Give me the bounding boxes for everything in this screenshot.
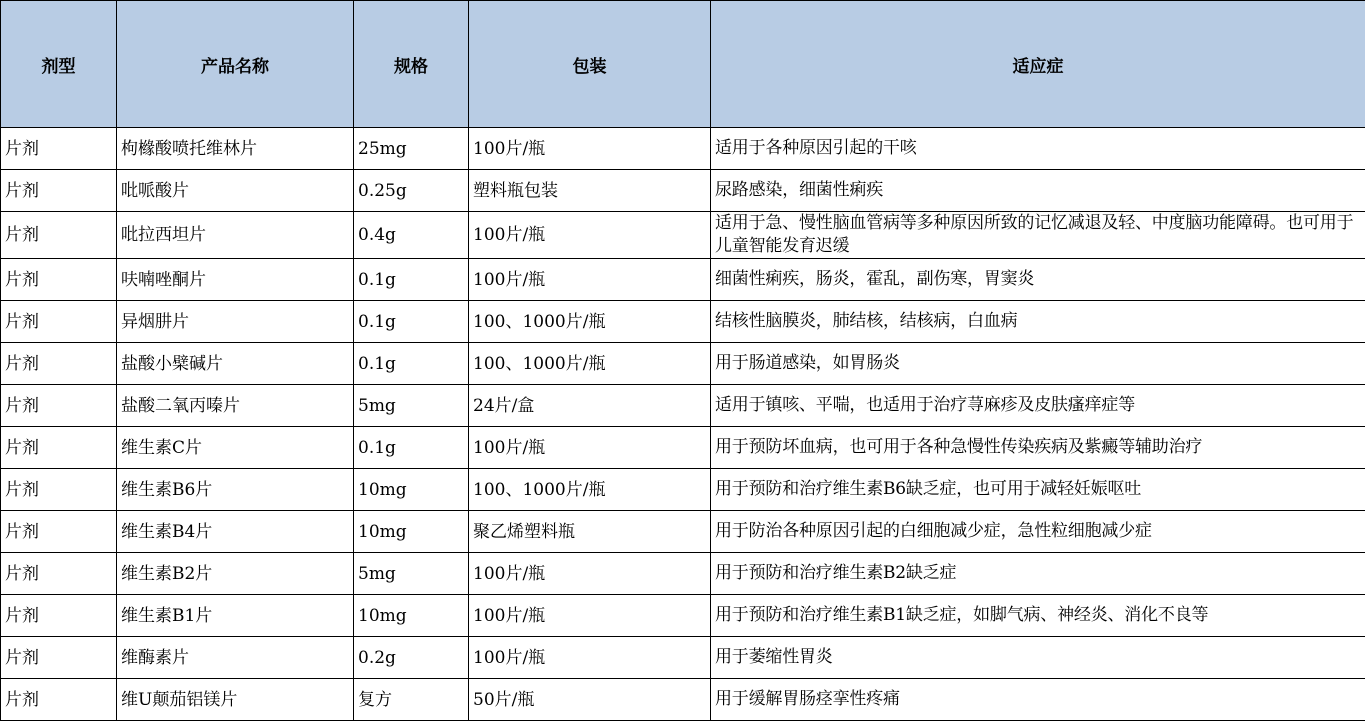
indications-cell: 用于萎缩性胃炎 [711,637,1365,679]
table-header [1,1,1365,128]
specification-cell: 5mg [354,553,469,595]
specification-cell: 0.1g [354,301,469,343]
indications-cell: 结核性脑膜炎，肺结核，结核病，白血病 [711,301,1365,343]
specification-cell: 0.1g [354,427,469,469]
indications-cell: 用于预防和治疗维生素B2缺乏症 [711,553,1365,595]
product-name-cell: 维生素B6片 [117,469,354,511]
dosage-form-cell: 片剂 [1,679,117,721]
dosage-form-cell: 片剂 [1,385,117,427]
indications-cell: 用于预防和治疗维生素B6缺乏症，也可用于减轻妊娠呕吐 [711,469,1365,511]
table-row [1,170,1365,212]
table-row [1,511,1365,553]
product-name-cell: 维生素B2片 [117,553,354,595]
dosage-form-cell: 片剂 [1,170,117,212]
product-name-cell: 维酶素片 [117,637,354,679]
table-row [1,301,1365,343]
table-body [1,128,1365,721]
indications-cell: 用于防治各种原因引起的白细胞减少症，急性粒细胞减少症 [711,511,1365,553]
product-name-cell: 盐酸二氧丙嗪片 [117,385,354,427]
packaging-cell: 100、1000片/瓶 [469,343,711,385]
table-row [1,679,1365,721]
specification-cell: 10mg [354,511,469,553]
dosage-form-cell: 片剂 [1,511,117,553]
table-row [1,385,1365,427]
table-row [1,128,1365,170]
header-row [1,1,1365,128]
specification-cell: 25mg [354,128,469,170]
product-name-cell: 呋喃唑酮片 [117,259,354,301]
table-row [1,469,1365,511]
dosage-form-cell: 片剂 [1,301,117,343]
packaging-cell: 100片/瓶 [469,637,711,679]
dosage-form-cell: 片剂 [1,469,117,511]
packaging-cell: 100、1000片/瓶 [469,469,711,511]
indications-cell: 细菌性痢疾，肠炎，霍乱，副伤寒，胃窦炎 [711,259,1365,301]
product-name-cell: 异烟肼片 [117,301,354,343]
indications-cell: 用于预防和治疗维生素B1缺乏症，如脚气病、神经炎、消化不良等 [711,595,1365,637]
specification-cell: 0.25g [354,170,469,212]
product-name-cell: 维生素B1片 [117,595,354,637]
table-row [1,637,1365,679]
specification-cell: 5mg [354,385,469,427]
product-name-cell: 维生素C片 [117,427,354,469]
packaging-cell: 100片/瓶 [469,553,711,595]
specification-cell: 0.1g [354,259,469,301]
product-name-cell: 吡哌酸片 [117,170,354,212]
header-dosage-form: 剂型 [1,1,117,128]
table-row [1,212,1365,259]
specification-cell: 10mg [354,469,469,511]
packaging-cell: 聚乙烯塑料瓶 [469,511,711,553]
indications-cell: 适用于各种原因引起的干咳 [711,128,1365,170]
packaging-cell: 100片/瓶 [469,259,711,301]
header-specification: 规格 [354,1,469,128]
specification-cell: 复方 [354,679,469,721]
specification-cell: 0.1g [354,343,469,385]
indications-cell: 用于肠道感染，如胃肠炎 [711,343,1365,385]
packaging-cell: 100片/瓶 [469,128,711,170]
packaging-cell: 100片/瓶 [469,427,711,469]
dosage-form-cell: 片剂 [1,427,117,469]
product-name-cell: 维生素B4片 [117,511,354,553]
product-name-cell: 盐酸小檗碱片 [117,343,354,385]
header-product-name: 产品名称 [117,1,354,128]
product-name-cell: 维U颠茄铝镁片 [117,679,354,721]
packaging-cell: 100片/瓶 [469,212,711,259]
table-row [1,427,1365,469]
table-row [1,595,1365,637]
indications-cell: 适用于镇咳、平喘，也适用于治疗荨麻疹及皮肤瘙痒症等 [711,385,1365,427]
dosage-form-cell: 片剂 [1,343,117,385]
product-name-cell: 枸橼酸喷托维林片 [117,128,354,170]
table-row [1,343,1365,385]
indications-cell: 用于预防坏血病，也可用于各种急慢性传染疾病及紫癜等辅助治疗 [711,427,1365,469]
specification-cell: 0.4g [354,212,469,259]
packaging-cell: 100、1000片/瓶 [469,301,711,343]
table-row [1,553,1365,595]
indications-cell: 用于缓解胃肠痉挛性疼痛 [711,679,1365,721]
product-name-cell: 吡拉西坦片 [117,212,354,259]
dosage-form-cell: 片剂 [1,259,117,301]
header-packaging: 包装 [469,1,711,128]
packaging-cell: 24片/盒 [469,385,711,427]
header-indications: 适应症 [711,1,1365,128]
packaging-cell: 50片/瓶 [469,679,711,721]
dosage-form-cell: 片剂 [1,212,117,259]
indications-cell: 适用于急、慢性脑血管病等多种原因所致的记忆减退及轻、中度脑功能障碍。也可用于儿童智能发育迟缓 [711,212,1365,259]
indications-cell: 尿路感染，细菌性痢疾 [711,170,1365,212]
table-row [1,259,1365,301]
specification-cell: 10mg [354,595,469,637]
specification-cell: 0.2g [354,637,469,679]
packaging-cell: 塑料瓶包装 [469,170,711,212]
dosage-form-cell: 片剂 [1,637,117,679]
packaging-cell: 100片/瓶 [469,595,711,637]
dosage-form-cell: 片剂 [1,553,117,595]
dosage-form-cell: 片剂 [1,595,117,637]
dosage-form-cell: 片剂 [1,128,117,170]
